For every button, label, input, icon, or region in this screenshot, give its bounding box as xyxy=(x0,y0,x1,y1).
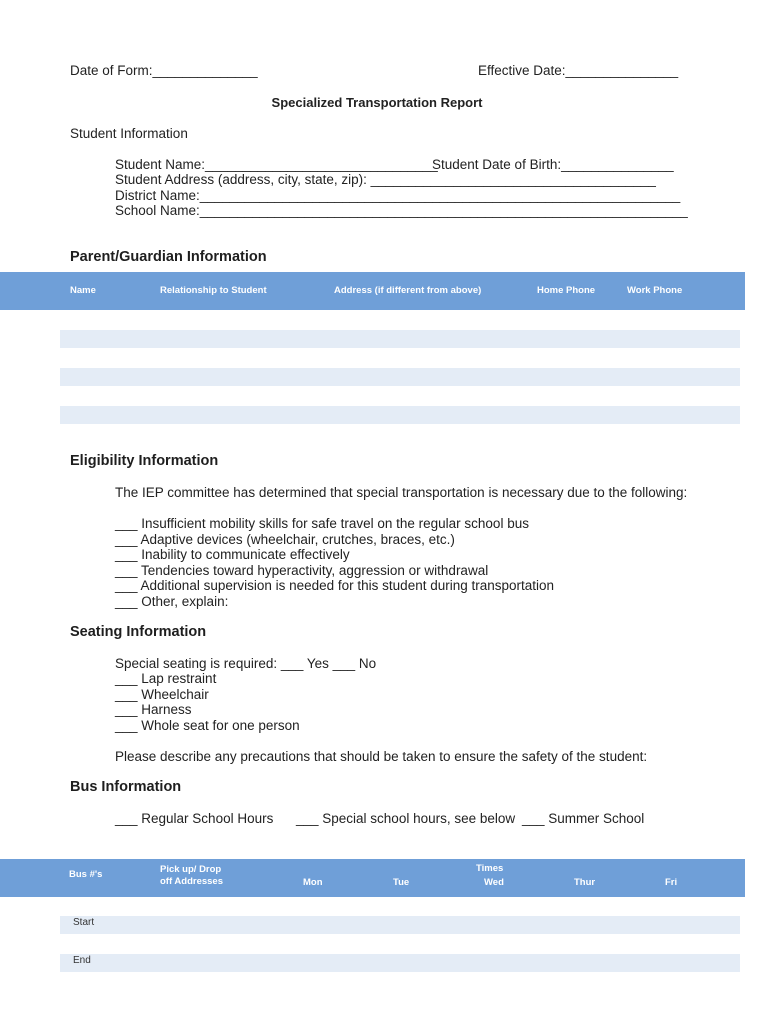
bus-option-summer[interactable]: ___ Summer School xyxy=(522,811,645,826)
parent-col-home-phone: Home Phone xyxy=(537,285,596,296)
effective-date-field[interactable]: Effective Date:_______________ xyxy=(478,63,679,78)
parent-table-row[interactable] xyxy=(60,368,740,386)
seating-option[interactable]: ___ Harness xyxy=(115,702,192,717)
parent-col-relationship: Relationship to Student xyxy=(160,285,267,296)
eligibility-option[interactable]: ___ Additional supervision is needed for this student during transportation xyxy=(115,578,555,593)
bus-col-pickup-line2: off Addresses xyxy=(160,876,223,887)
student-address-field[interactable]: Student Address (address, city, state, zip): ______________________________________ xyxy=(115,172,656,187)
bus-col-times: Times xyxy=(476,863,504,874)
parent-col-address: Address (if different from above) xyxy=(334,285,482,296)
eligibility-option[interactable]: ___ Other, explain: xyxy=(115,594,229,609)
eligibility-option[interactable]: ___ Inability to communicate effectively xyxy=(115,547,350,562)
bus-col-mon: Mon xyxy=(303,877,323,888)
student-dob-field[interactable]: Student Date of Birth:_______________ xyxy=(432,157,674,172)
school-name-field[interactable]: School Name:_________________________________________________________________ xyxy=(115,203,688,218)
bus-option-special[interactable]: ___ Special school hours, see below xyxy=(296,811,516,826)
precautions-prompt: Please describe any precautions that should be taken to ensure the safety of the student: xyxy=(115,749,648,764)
student-name-field[interactable]: Student Name:_______________________________ xyxy=(115,157,438,172)
bus-col-tue: Tue xyxy=(393,877,410,888)
eligibility-intro: The IEP committee has determined that special transportation is necessary due to the following: xyxy=(115,485,688,500)
bus-col-wed: Wed xyxy=(484,877,504,888)
bus-row-start-label: Start xyxy=(73,917,95,928)
bus-col-fri: Fri xyxy=(665,877,678,888)
parent-col-work-phone: Work Phone xyxy=(627,285,683,296)
parent-table-row[interactable] xyxy=(60,330,740,348)
bus-col-thur: Thur xyxy=(574,877,596,888)
eligibility-option[interactable]: ___ Tendencies toward hyperactivity, aggression or withdrawal xyxy=(115,563,489,578)
bus-row-end-label: End xyxy=(73,955,91,966)
bus-col-bus-number: Bus #'s xyxy=(69,869,103,880)
seating-required-field[interactable]: Special seating is required: ___ Yes ___ No xyxy=(115,656,377,671)
parent-guardian-heading: Parent/Guardian Information xyxy=(70,249,267,265)
bus-heading: Bus Information xyxy=(70,779,182,795)
date-of-form-field[interactable]: Date of Form:______________ xyxy=(70,63,258,78)
eligibility-option[interactable]: ___ Insufficient mobility skills for safe travel on the regular school bus xyxy=(115,516,529,531)
seating-option[interactable]: ___ Whole seat for one person xyxy=(115,718,300,733)
bus-col-pickup-line1: Pick up/ Drop xyxy=(160,864,222,875)
bus-option-regular[interactable]: ___ Regular School Hours xyxy=(115,811,274,826)
bus-table-row[interactable] xyxy=(60,954,740,972)
eligibility-heading: Eligibility Information xyxy=(70,453,219,469)
student-info-label: Student Information xyxy=(70,126,188,141)
eligibility-option[interactable]: ___ Adaptive devices (wheelchair, crutches, braces, etc.) xyxy=(115,532,455,547)
district-name-field[interactable]: District Name:________________________________________________________________ xyxy=(115,188,681,203)
bus-table-row[interactable] xyxy=(60,916,740,934)
page-title: Specialized Transportation Report xyxy=(271,95,483,110)
bus-table-header xyxy=(0,859,745,897)
seating-heading: Seating Information xyxy=(70,624,207,640)
seating-option[interactable]: ___ Wheelchair xyxy=(115,687,209,702)
seating-option[interactable]: ___ Lap restraint xyxy=(115,671,217,686)
parent-table-row[interactable] xyxy=(60,406,740,424)
parent-col-name: Name xyxy=(70,285,96,296)
